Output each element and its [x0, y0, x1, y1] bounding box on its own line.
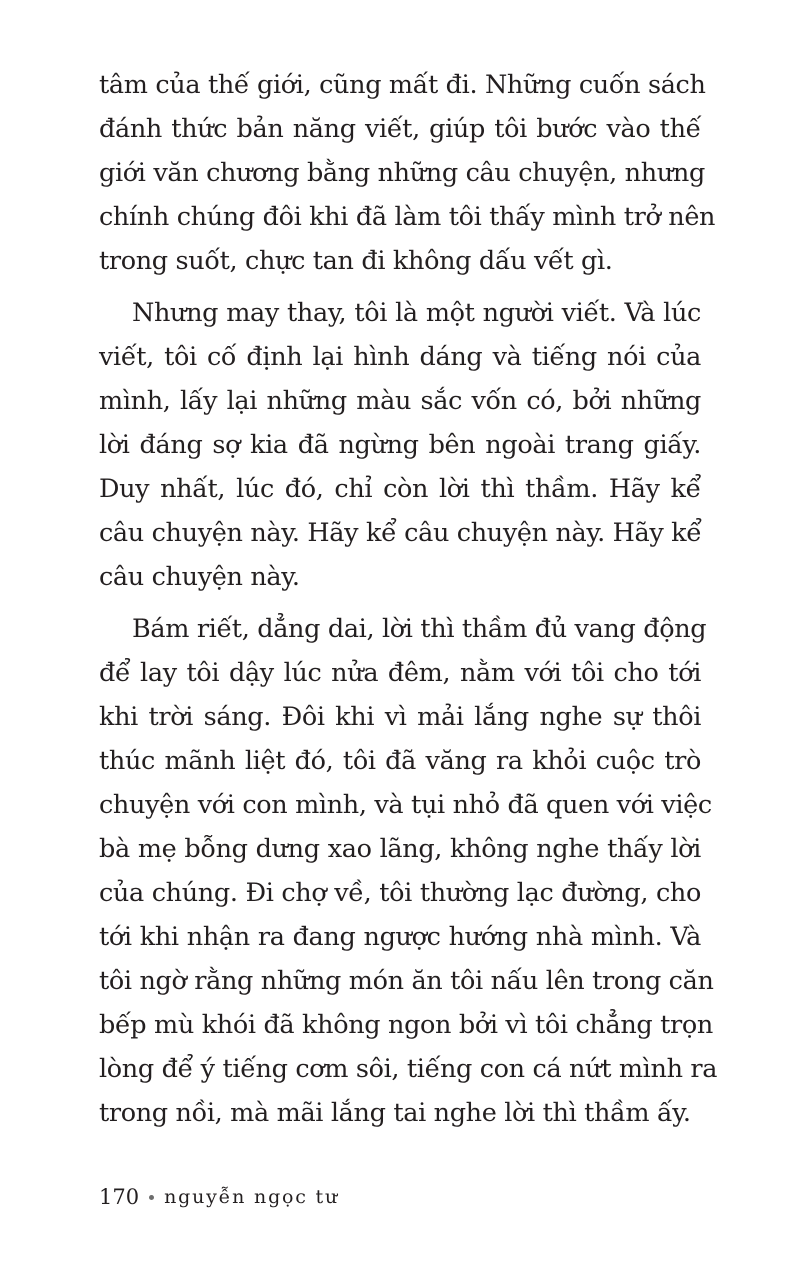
text-line: tôi ngờ rằng những món ăn tôi nấu lên trong căn	[99, 966, 714, 996]
text-line: bà mẹ bỗng dưng xao lãng, không nghe thấy lời	[99, 834, 701, 864]
text-line: đánh thức bản năng viết, giúp tôi bước vào thế	[99, 114, 701, 144]
paragraph-gap	[99, 599, 701, 607]
text-line: Duy nhất, lúc đó, chỉ còn lời thì thầm. Hãy kể	[99, 474, 701, 504]
text-line: bếp mù khói đã không ngon bởi vì tôi chẳng trọn	[99, 1010, 713, 1040]
text-line: trong nồi, mà mãi lắng tai nghe lời thì thầm ấy.	[99, 1098, 691, 1128]
text-line: Bám riết, dẳng dai, lời thì thầm đủ vang động	[132, 614, 707, 644]
text-line: thúc mãnh liệt đó, tôi đã văng ra khỏi cuộc trò	[99, 746, 701, 776]
text-line: giới văn chương bằng những câu chuyện, nhưng	[99, 158, 705, 188]
text-line: để lay tôi dậy lúc nửa đêm, nằm với tôi cho tới	[99, 658, 701, 688]
text-line: mình, lấy lại những màu sắc vốn có, bởi những	[99, 386, 701, 416]
text-line: trong suốt, chực tan đi không dấu vết gì.	[99, 246, 613, 276]
text-line: viết, tôi cố định lại hình dáng và tiếng nói của	[99, 342, 701, 372]
text-line: tâm của thế giới, cũng mất đi. Những cuốn sách	[99, 70, 706, 100]
text-line: câu chuyện này.	[99, 562, 300, 592]
text-line: khi trời sáng. Đôi khi vì mải lắng nghe sự thôi	[99, 702, 701, 732]
text-line: lòng để ý tiếng cơm sôi, tiếng con cá nứt mình ra	[99, 1054, 718, 1084]
text-line: chính chúng đôi khi đã làm tôi thấy mình trở nên	[99, 202, 716, 232]
paragraph	[99, 291, 701, 599]
text-line: của chúng. Đi chợ về, tôi thường lạc đường, cho	[99, 878, 701, 908]
text-line: tới khi nhận ra đang ngược hướng nhà mình. Và	[99, 922, 701, 952]
page-number: 170	[99, 1185, 140, 1209]
text-line: câu chuyện này. Hãy kể câu chuyện này. Hãy kể	[99, 518, 702, 548]
bullet-separator-icon	[149, 1195, 154, 1200]
text-line: lời đáng sợ kia đã ngừng bên ngoài trang giấy.	[99, 430, 701, 460]
body-text	[99, 63, 718, 1135]
text-line: Nhưng may thay, tôi là một người viết. Và lúc	[132, 298, 701, 328]
paragraph-gap	[99, 283, 701, 291]
page-footer	[99, 1185, 339, 1209]
author-name: nguyễn ngọc tư	[164, 1186, 340, 1208]
paragraph	[99, 607, 718, 1135]
text-line: chuyện với con mình, và tụi nhỏ đã quen với việc	[99, 790, 712, 820]
paragraph	[99, 63, 716, 283]
